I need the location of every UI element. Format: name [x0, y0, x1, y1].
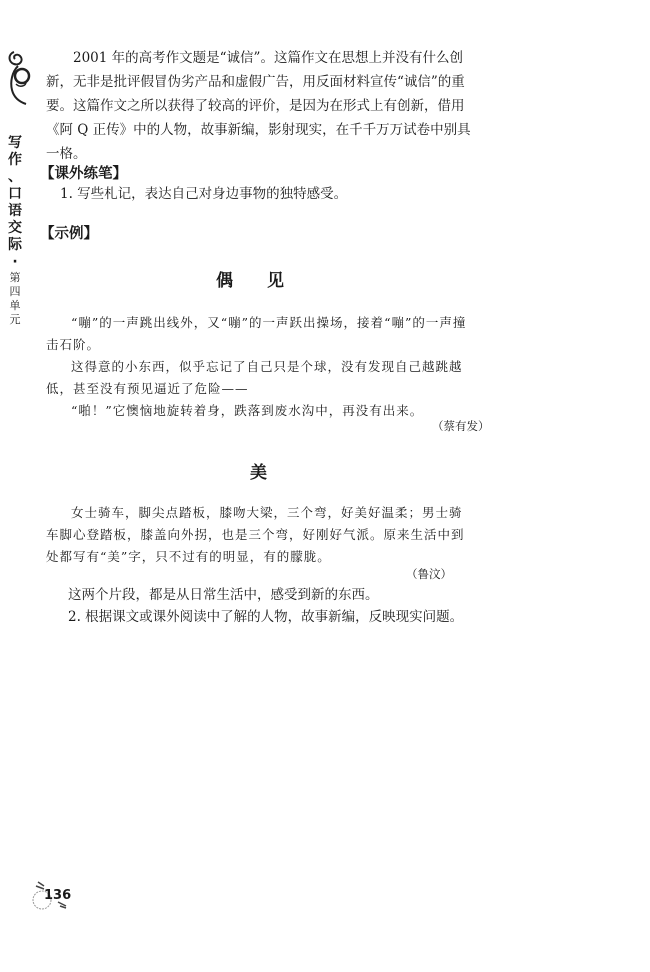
side-tab-char: 语: [8, 203, 22, 219]
practice-item-2: 2. 根据课文或课外阅读中了解的人物，故事新编，反映现实问题。: [68, 609, 464, 625]
summary-text: 这两个片段，都是从日常生活中，感受到新的东西。: [68, 587, 379, 603]
example2-title: 美: [250, 463, 267, 483]
side-chapter-tab: [6, 135, 24, 327]
intro-paragraph: 2001 年的高考作文题是“诚信”。这篇作文在思想上并没有什么创新，无非是批评假冒伪劣产品和虚假广告，用反面材料宣传“诚信”的重要。这篇作文之所以获得了较高的评价，是因为在形式上有创新，借用《阿 Q 正传》中的人物，故事新编，影射现实，在千千万万试卷中别具一格。: [46, 50, 471, 162]
example1-title: 偶 见: [216, 271, 284, 291]
side-tab-char: 际: [8, 237, 22, 253]
side-tab-char: 口: [8, 186, 22, 202]
example1-paragraph: “嘣”的一声跳出线外，又“嘣”的一声跃出操场，接着“嘣”的一声撞击石阶。: [46, 315, 467, 352]
floral-ornament-icon: [6, 48, 32, 106]
side-tab-char: 单: [9, 299, 21, 312]
practice-item-1: 1. 写些札记，表达自己对身边事物的独特感受。: [60, 186, 348, 202]
side-tab-char: 四: [9, 285, 21, 298]
side-tab-char: 、: [8, 169, 22, 185]
side-tab-char: ·: [12, 254, 18, 270]
example1-paragraph: 这得意的小东西，似乎忘记了自己只是个球，没有发现自己越跳越低，甚至没有预见逼近了危险——: [46, 359, 463, 396]
example-heading: 【示例】: [40, 226, 98, 242]
side-tab-char: 作: [8, 152, 22, 168]
practice-heading: 【课外练笔】: [40, 166, 127, 182]
side-tab-char: 写: [8, 135, 22, 151]
side-tab-char: 元: [9, 313, 21, 326]
example1-author: （蔡有发）: [432, 419, 490, 433]
example2-author: （鲁汶）: [406, 567, 452, 581]
side-tab-char: 第: [9, 271, 21, 284]
page-number: 136: [44, 888, 72, 903]
side-tab-char: 交: [8, 220, 22, 236]
example2-paragraph: 女士骑车，脚尖点踏板，膝吻大梁，三个弯，好美好温柔；男士骑车脚心登踏板，膝盖向外拐，也是三个弯，好刚好气派。原来生活中到处都写有“美”字，只不过有的明显，有的朦胧。: [46, 505, 465, 564]
example1-paragraph: “啪！”它懊恼地旋转着身，跌落到废水沟中，再没有出来。: [71, 403, 424, 418]
